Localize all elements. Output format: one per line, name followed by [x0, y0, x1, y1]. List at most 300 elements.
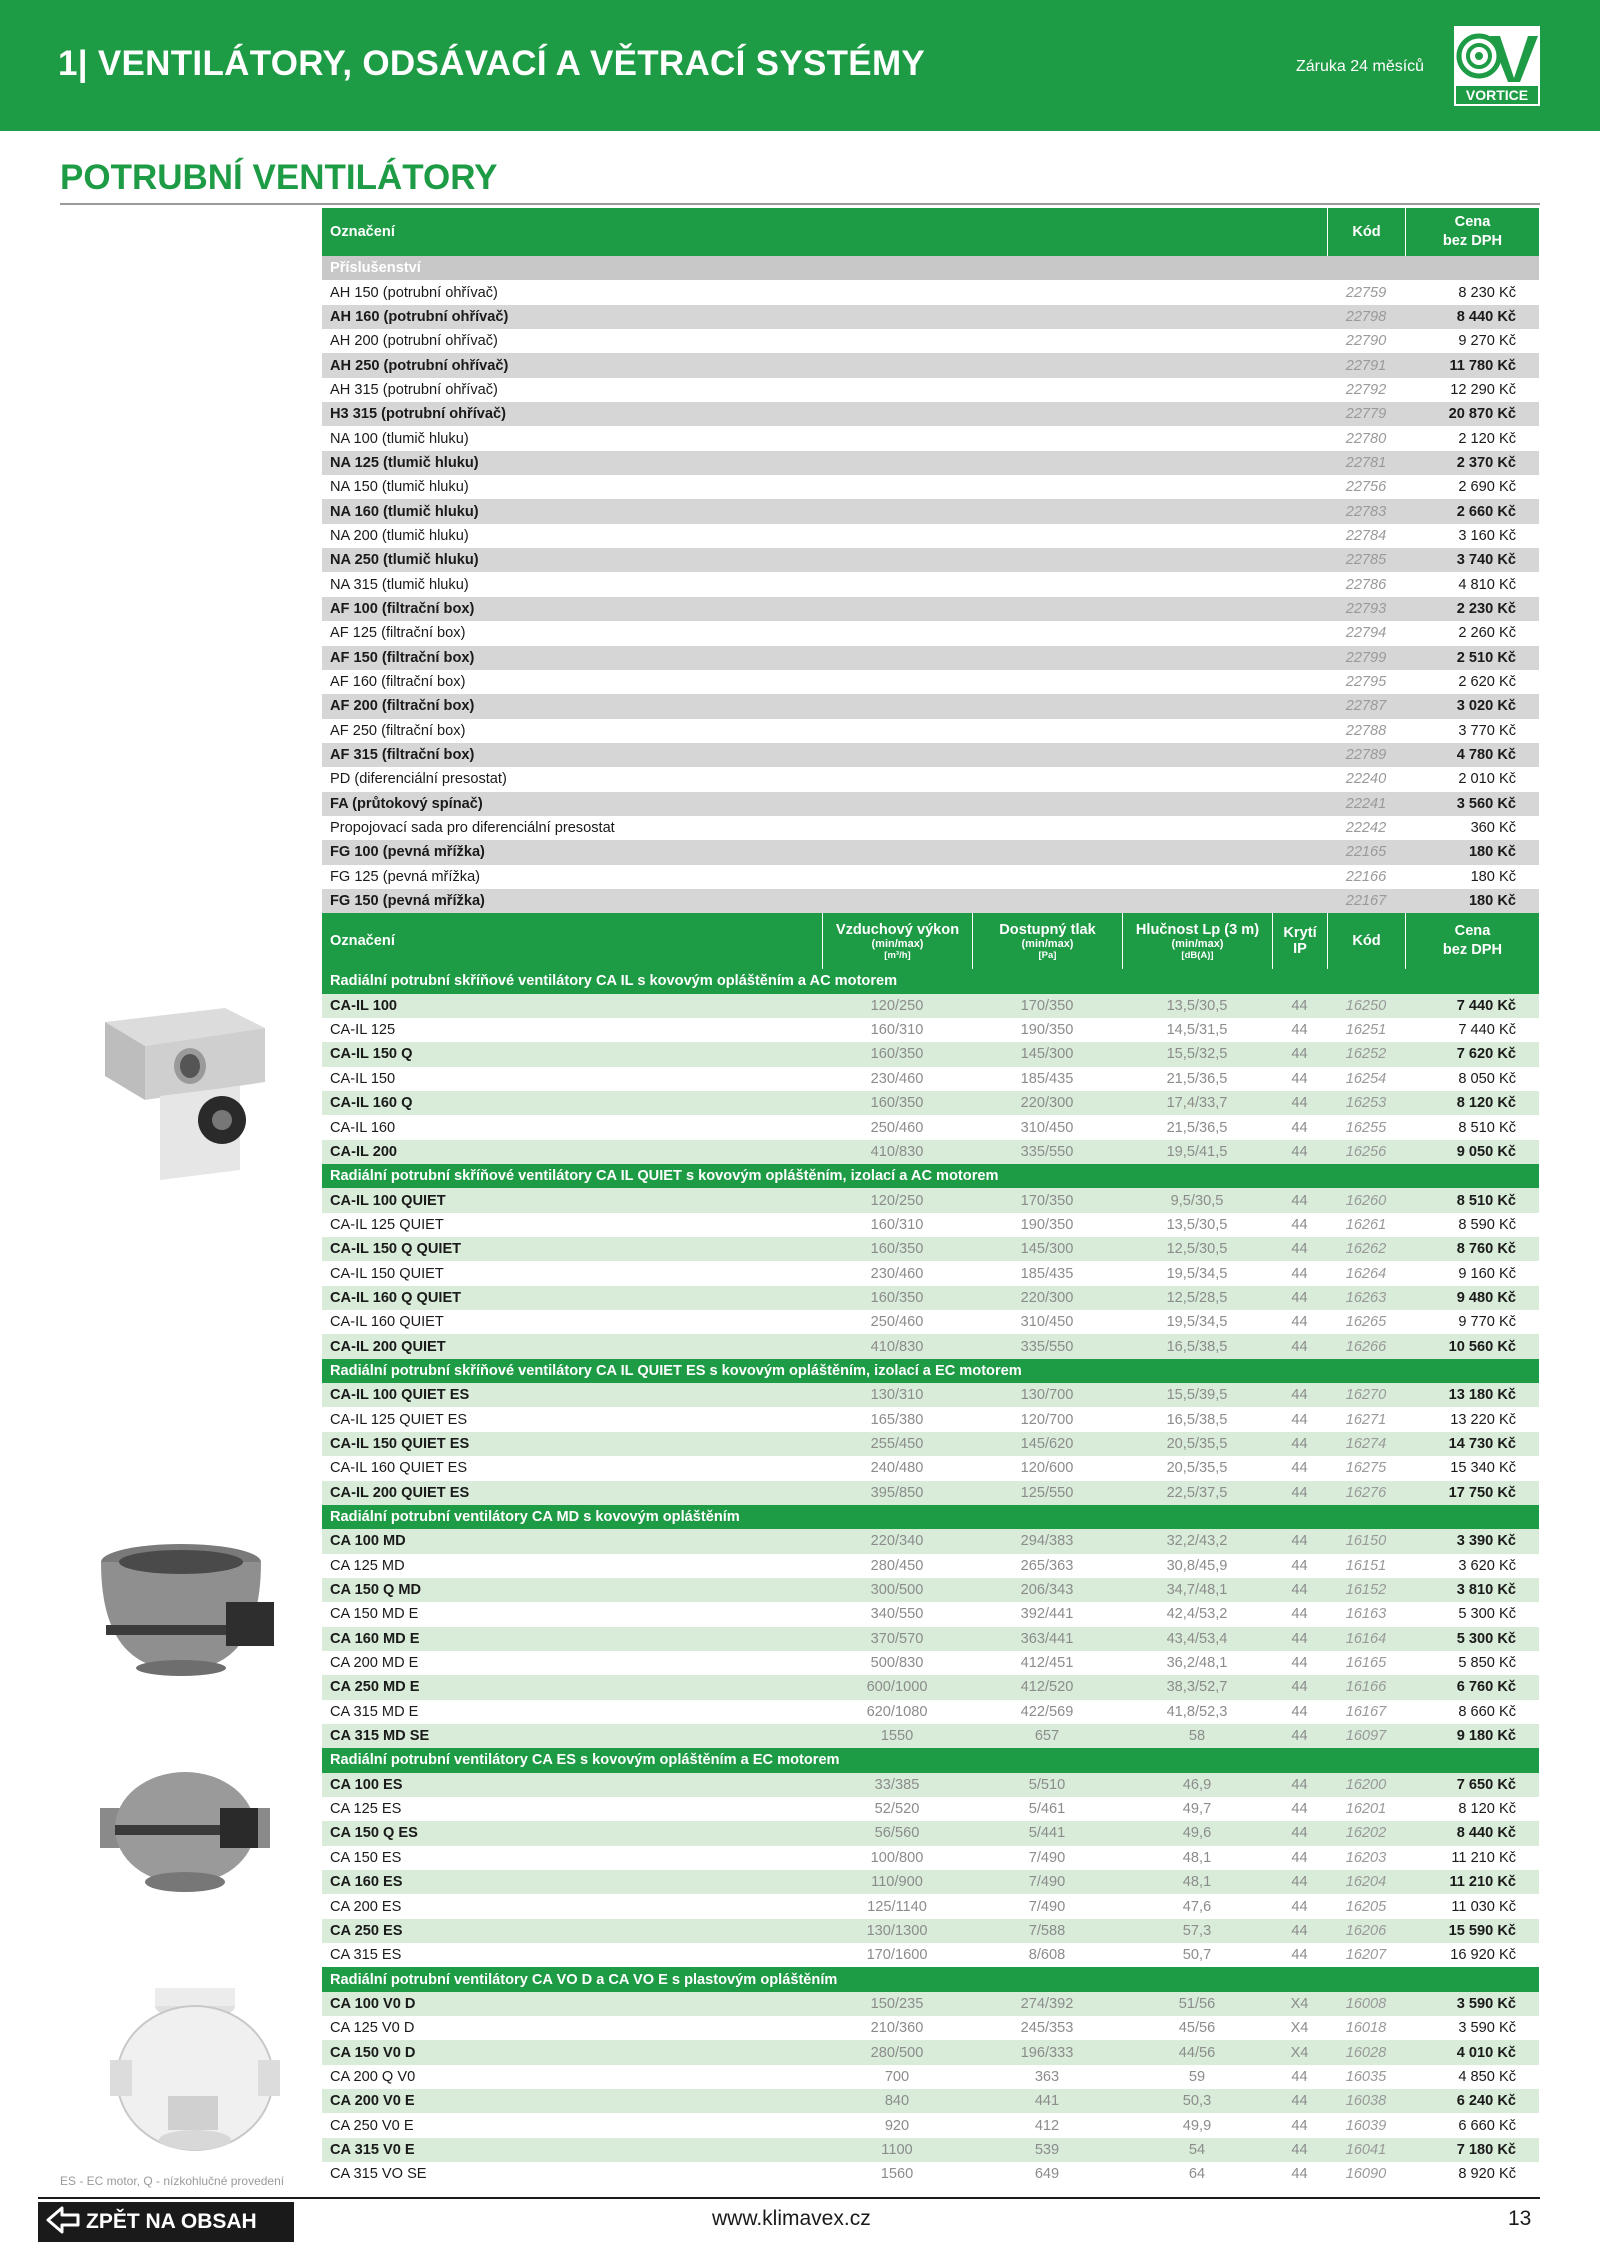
ca-md-fan-image: [96, 1540, 286, 1695]
row-price: 8 590 Kč: [1458, 1216, 1516, 1233]
row-ip: 44: [1291, 1801, 1308, 1818]
row-pressure: 412/520: [1020, 1679, 1074, 1696]
row-name: CA-IL 160 QUIET: [330, 1314, 444, 1331]
row-price: 8 660 Kč: [1458, 1703, 1516, 1720]
row-airflow: 130/310: [870, 1387, 924, 1404]
table-row: [322, 2016, 1539, 2040]
row-price: 2 660 Kč: [1456, 503, 1516, 520]
row-kod: 16260: [1345, 1192, 1387, 1209]
row-name: CA 315 VO SE: [330, 2166, 427, 2183]
table-row: [322, 865, 1539, 889]
row-noise: 12,5/28,5: [1166, 1289, 1228, 1306]
row-name: Propojovací sada pro diferenciální presostat: [330, 820, 615, 837]
row-noise: 14,5/31,5: [1166, 1022, 1228, 1039]
row-noise: 22,5/37,5: [1166, 1484, 1228, 1501]
row-kod: 22785: [1345, 552, 1387, 569]
row-price: 9 180 Kč: [1456, 1728, 1516, 1745]
row-kod: 16251: [1345, 1022, 1387, 1039]
row-ip: X4: [1290, 1995, 1309, 2012]
row-name: AF 315 (filtrační box): [330, 747, 475, 764]
row-price: 4 850 Kč: [1458, 2068, 1516, 2085]
row-price: 8 230 Kč: [1458, 284, 1516, 301]
table-row: [322, 353, 1539, 377]
row-pressure: 335/550: [1020, 1338, 1074, 1355]
row-kod: 22786: [1345, 576, 1387, 593]
row-name: CA-IL 150: [330, 1070, 396, 1087]
table-row: [322, 840, 1539, 864]
table-row: [322, 1237, 1539, 1261]
row-pressure: 145/620: [1020, 1435, 1074, 1452]
table-row: [322, 1213, 1539, 1237]
table-row: [322, 1456, 1539, 1480]
row-ip: 44: [1291, 1630, 1308, 1647]
row-airflow: 160/350: [870, 1046, 924, 1063]
row-name: CA 150 MD E: [330, 1606, 419, 1623]
row-ip: 44: [1291, 1460, 1308, 1477]
row-price: 3 620 Kč: [1458, 1557, 1516, 1574]
row-airflow: 56/560: [874, 1825, 920, 1842]
row-name: AF 150 (filtrační box): [330, 649, 475, 666]
row-name: CA-IL 150 QUIET: [330, 1265, 444, 1282]
table-row: [322, 1943, 1539, 1967]
table-row: [322, 646, 1539, 670]
row-noise: 49,9: [1182, 2117, 1212, 2134]
row-kod: 16163: [1345, 1606, 1387, 1623]
table-row: [322, 1286, 1539, 1310]
table1-header: [322, 208, 1539, 256]
row-ip: 44: [1291, 1070, 1308, 1087]
row-name: CA 315 V0 E: [330, 2141, 415, 2158]
row-kod: 16152: [1345, 1582, 1387, 1599]
row-price: 3 160 Kč: [1458, 527, 1516, 544]
row-pressure: 412: [1034, 2117, 1060, 2134]
row-name: NA 315 (tlumič hluku): [330, 576, 469, 593]
row-pressure: 130/700: [1020, 1387, 1074, 1404]
table-row: [322, 524, 1539, 548]
row-kod: 16039: [1345, 2117, 1387, 2134]
page-number: 13: [1508, 2207, 1532, 2230]
row-price: 3 390 Kč: [1456, 1533, 1516, 1550]
row-price: 15 590 Kč: [1448, 1922, 1516, 1939]
row-price: 4 810 Kč: [1458, 576, 1516, 593]
row-kod: 16203: [1345, 1849, 1387, 1866]
row-airflow: 160/350: [870, 1241, 924, 1258]
table-row: [322, 1042, 1539, 1066]
row-noise: 57,3: [1182, 1922, 1212, 1939]
table-row: [322, 1894, 1539, 1918]
row-noise: 12,5/30,5: [1166, 1241, 1228, 1258]
row-airflow: 1560: [880, 2166, 914, 2183]
table-row: [322, 1091, 1539, 1115]
row-noise: 19,5/34,5: [1166, 1314, 1228, 1331]
table-row: [322, 2138, 1539, 2162]
row-kod: 16204: [1345, 1874, 1387, 1891]
row-price: 2 510 Kč: [1456, 649, 1516, 666]
row-pressure: 170/350: [1020, 1192, 1074, 1209]
row-pressure: 8/608: [1028, 1947, 1066, 1964]
back-label: ZPĚT NA OBSAH: [86, 2210, 257, 2233]
row-kod: 16250: [1345, 997, 1387, 1014]
table-row: [322, 767, 1539, 791]
row-price: 3 810 Kč: [1456, 1582, 1516, 1599]
row-pressure: 392/441: [1020, 1606, 1074, 1623]
row-pressure: 657: [1034, 1728, 1060, 1745]
row-noise: 9,5/30,5: [1170, 1192, 1224, 1209]
row-price: 7 440 Kč: [1458, 1022, 1516, 1039]
row-kod: 22167: [1345, 893, 1387, 910]
row-pressure: 120/600: [1020, 1460, 1074, 1477]
row-pressure: 5/461: [1028, 1801, 1066, 1818]
arrow-left-icon: [46, 2206, 80, 2239]
row-airflow: 33/385: [874, 1776, 920, 1793]
row-name: CA-IL 125 QUIET ES: [330, 1411, 468, 1428]
row-pressure: 7/490: [1028, 1849, 1066, 1866]
row-price: 11 210 Kč: [1451, 1849, 1516, 1866]
table-row: [322, 1919, 1539, 1943]
row-pressure: 245/353: [1020, 2020, 1074, 2037]
row-name: AH 200 (potrubní ohřívač): [330, 333, 498, 350]
row-airflow: 120/250: [870, 1192, 924, 1209]
section-divider: [60, 203, 1540, 205]
row-noise: 16,5/38,5: [1166, 1338, 1228, 1355]
row-kod: 16151: [1345, 1557, 1387, 1574]
row-pressure: 220/300: [1020, 1095, 1074, 1112]
row-price: 2 120 Kč: [1458, 430, 1516, 447]
header-pressure: Dostupný tlak (min/max) [Pa]: [972, 913, 1122, 969]
row-kod: 22787: [1345, 698, 1387, 715]
row-price: 16 920 Kč: [1450, 1947, 1516, 1964]
row-airflow: 250/460: [870, 1314, 924, 1331]
table2-header: [322, 913, 1539, 969]
table-row: [322, 1675, 1539, 1699]
row-price: 9 480 Kč: [1456, 1289, 1516, 1306]
row-airflow: 410/830: [870, 1338, 924, 1355]
row-ip: 44: [1291, 1922, 1308, 1939]
row-noise: 58: [1188, 1728, 1206, 1745]
row-kod: 22799: [1345, 649, 1387, 666]
row-airflow: 150/235: [870, 1995, 924, 2012]
table-row: [322, 792, 1539, 816]
row-pressure: 196/333: [1020, 2044, 1074, 2061]
row-ip: 44: [1291, 1874, 1308, 1891]
row-name: CA 100 V0 D: [330, 1995, 416, 2012]
row-name: CA 150 V0 D: [330, 2044, 416, 2061]
row-ip: 44: [1291, 1533, 1308, 1550]
row-kod: 16008: [1345, 1995, 1387, 2012]
row-price: 8 440 Kč: [1456, 1825, 1516, 1842]
row-price: 2 690 Kč: [1458, 479, 1516, 496]
row-name: CA-IL 200 QUIET ES: [330, 1484, 470, 1501]
row-name: FG 150 (pevná mřížka): [330, 893, 485, 910]
row-name: AF 250 (filtrační box): [330, 722, 466, 739]
row-ip: X4: [1290, 2044, 1309, 2061]
table-row: [322, 1724, 1539, 1748]
row-noise: 36,2/48,1: [1166, 1655, 1228, 1672]
row-pressure: 185/435: [1020, 1070, 1074, 1087]
row-kod: 22793: [1345, 600, 1387, 617]
row-name: CA 315 MD E: [330, 1703, 419, 1720]
table-row: [322, 1773, 1539, 1797]
row-price: 5 300 Kč: [1456, 1630, 1516, 1647]
row-airflow: 230/460: [870, 1265, 924, 1282]
row-name: CA-IL 200: [330, 1143, 398, 1160]
row-kod: 16271: [1345, 1411, 1387, 1428]
row-name: NA 160 (tlumič hluku): [330, 503, 479, 520]
row-airflow: 340/550: [870, 1606, 924, 1623]
row-price: 11 780 Kč: [1449, 357, 1516, 374]
row-name: CA 200 ES: [330, 1898, 402, 1915]
row-pressure: 220/300: [1020, 1289, 1074, 1306]
row-price: 3 560 Kč: [1456, 795, 1516, 812]
row-kod: 22798: [1345, 308, 1387, 325]
row-ip: 44: [1291, 1484, 1308, 1501]
table-row: [322, 2065, 1539, 2089]
row-ip: 44: [1291, 1119, 1308, 1136]
row-price: 9 050 Kč: [1456, 1143, 1516, 1160]
row-name: CA 200 V0 E: [330, 2093, 415, 2110]
row-ip: 44: [1291, 1387, 1308, 1404]
row-pressure: 265/363: [1020, 1557, 1074, 1574]
table-row: [322, 329, 1539, 353]
row-kod: 16205: [1345, 1898, 1387, 1915]
category-row: Radiální potrubní skříňové ventilátory CA IL QUIET ES s kovovým opláštěním, izolací a EC motorem: [322, 1359, 1539, 1383]
row-airflow: 620/1080: [866, 1703, 928, 1720]
category-accessories: Příslušenství: [322, 256, 1539, 280]
row-noise: 21,5/36,5: [1166, 1070, 1228, 1087]
row-ip: 44: [1291, 1411, 1308, 1428]
table-row: [322, 1261, 1539, 1285]
row-kod: 16262: [1345, 1241, 1387, 1258]
row-ip: 44: [1291, 1776, 1308, 1793]
row-noise: 51/56: [1178, 1995, 1216, 2012]
row-noise: 13,5/30,5: [1166, 1216, 1228, 1233]
chapter-title: 1| VENTILÁTORY, ODSÁVACÍ A VĚTRACÍ SYSTÉMY: [58, 44, 926, 83]
row-airflow: 220/340: [870, 1533, 924, 1550]
row-pressure: 539: [1034, 2141, 1060, 2158]
row-airflow: 600/1000: [866, 1679, 928, 1696]
table-row: [322, 305, 1539, 329]
row-noise: 46,9: [1182, 1776, 1212, 1793]
row-ip: 44: [1291, 2141, 1308, 2158]
row-name: CA-IL 160 Q: [330, 1095, 413, 1112]
row-name: CA-IL 100: [330, 997, 398, 1014]
table-row: [322, 1627, 1539, 1651]
row-pressure: 441: [1034, 2093, 1060, 2110]
table-row: [322, 1578, 1539, 1602]
row-price: 180 Kč: [1468, 844, 1516, 861]
row-noise: 47,6: [1182, 1898, 1212, 1915]
row-noise: 16,5/38,5: [1166, 1411, 1228, 1428]
row-airflow: 250/460: [870, 1119, 924, 1136]
row-name: CA-IL 125 QUIET: [330, 1216, 444, 1233]
row-noise: 44/56: [1178, 2044, 1216, 2061]
footer-divider: [38, 2197, 1540, 2199]
header-oznaceni: Označení: [330, 224, 395, 240]
row-pressure: 120/700: [1020, 1411, 1074, 1428]
row-name: CA 100 ES: [330, 1776, 403, 1793]
row-name: CA 160 ES: [330, 1874, 403, 1891]
ca-es-fan-image: [100, 1770, 280, 1915]
row-price: 3 590 Kč: [1458, 2020, 1516, 2037]
row-pressure: 310/450: [1020, 1314, 1074, 1331]
row-pressure: 7/588: [1028, 1922, 1066, 1939]
row-name: AF 100 (filtrační box): [330, 600, 475, 617]
header-airflow: Vzduchový výkon (min/max) [m³/h]: [822, 913, 972, 969]
header-kod: Kód: [1327, 208, 1405, 256]
row-price: 9 770 Kč: [1458, 1314, 1516, 1331]
row-ip: 44: [1291, 1679, 1308, 1696]
row-pressure: 5/510: [1028, 1776, 1066, 1793]
row-kod: 16206: [1345, 1922, 1387, 1939]
row-noise: 48,1: [1182, 1849, 1212, 1866]
row-airflow: 170/1600: [866, 1947, 928, 1964]
row-name: CA-IL 100 QUIET ES: [330, 1387, 470, 1404]
row-noise: 45/56: [1178, 2020, 1216, 2037]
row-name: CA-IL 160 Q QUIET: [330, 1289, 462, 1306]
table-row: [322, 889, 1539, 913]
table-row: [322, 1018, 1539, 1042]
row-pressure: 190/350: [1020, 1216, 1074, 1233]
table-row: [322, 1310, 1539, 1334]
row-name: AH 250 (potrubní ohřívač): [330, 357, 509, 374]
row-kod: 22780: [1345, 430, 1387, 447]
row-ip: 44: [1291, 1947, 1308, 1964]
table-row: [322, 670, 1539, 694]
row-name: PD (diferenciální presostat): [330, 771, 507, 788]
row-kod: 16165: [1345, 1655, 1387, 1672]
row-price: 3 020 Kč: [1456, 698, 1516, 715]
row-kod: 22759: [1345, 284, 1387, 301]
row-ip: 44: [1291, 1435, 1308, 1452]
row-price: 7 180 Kč: [1456, 2141, 1516, 2158]
row-kod: 16261: [1345, 1216, 1387, 1233]
table-row: [322, 743, 1539, 767]
back-to-contents-button[interactable]: [38, 2202, 294, 2242]
row-price: 2 260 Kč: [1458, 625, 1516, 642]
row-kod: 16270: [1345, 1387, 1387, 1404]
row-ip: 44: [1291, 1216, 1308, 1233]
table-row: [322, 2089, 1539, 2113]
row-noise: 50,3: [1182, 2093, 1212, 2110]
row-ip: 44: [1291, 1898, 1308, 1915]
table-row: [322, 2162, 1539, 2186]
row-pressure: 294/383: [1020, 1533, 1074, 1550]
row-kod: 16090: [1345, 2166, 1387, 2183]
table-row: [322, 1383, 1539, 1407]
row-name: NA 150 (tlumič hluku): [330, 479, 469, 496]
row-airflow: 100/800: [870, 1849, 924, 1866]
row-kod: 16202: [1345, 1825, 1387, 1842]
website-link[interactable]: www.klimavex.cz: [712, 2207, 871, 2230]
row-ip: 44: [1291, 1557, 1308, 1574]
row-name: CA 150 Q ES: [330, 1825, 418, 1842]
row-ip: 44: [1291, 1728, 1308, 1745]
row-name: AF 125 (filtrační box): [330, 625, 466, 642]
row-pressure: 170/350: [1020, 997, 1074, 1014]
row-name: CA 250 V0 E: [330, 2117, 414, 2134]
warranty-text: Záruka 24 měsíců: [1296, 58, 1425, 75]
row-pressure: 363/441: [1020, 1630, 1074, 1647]
row-kod: 16256: [1345, 1143, 1387, 1160]
row-price: 11 210 Kč: [1449, 1874, 1516, 1891]
row-kod: 22792: [1345, 381, 1387, 398]
row-name: CA 125 ES: [330, 1801, 402, 1818]
logo-text: VORTICE: [1465, 87, 1529, 103]
row-noise: 42,4/53,2: [1166, 1606, 1228, 1623]
row-airflow: 280/450: [870, 1557, 924, 1574]
row-pressure: 125/550: [1020, 1484, 1074, 1501]
row-name: CA-IL 200 QUIET: [330, 1338, 446, 1355]
row-airflow: 130/1300: [866, 1922, 928, 1939]
row-noise: 59: [1188, 2068, 1206, 2085]
table-row: [322, 1481, 1539, 1505]
row-airflow: 395/850: [870, 1484, 924, 1501]
ca-il-box-fan-image: [100, 1000, 270, 1195]
row-price: 180 Kč: [1470, 868, 1516, 885]
row-kod: 22166: [1345, 868, 1387, 885]
row-price: 12 290 Kč: [1450, 381, 1516, 398]
ca-vo-plastic-fan-image: [110, 1978, 280, 2163]
row-airflow: 920: [884, 2117, 910, 2134]
row-airflow: 255/450: [870, 1435, 924, 1452]
row-kod: 22779: [1345, 406, 1387, 423]
row-name: NA 100 (tlumič hluku): [330, 430, 469, 447]
row-ip: 44: [1291, 1143, 1308, 1160]
row-pressure: 185/435: [1020, 1265, 1074, 1282]
row-price: 2 230 Kč: [1456, 600, 1516, 617]
row-noise: 49,7: [1182, 1801, 1212, 1818]
table-row: [322, 994, 1539, 1018]
row-noise: 50,7: [1182, 1947, 1212, 1964]
row-pressure: 363: [1034, 2068, 1060, 2085]
row-ip: 44: [1291, 2166, 1308, 2183]
row-name: CA 250 MD E: [330, 1679, 420, 1696]
table-row: [322, 426, 1539, 450]
row-kod: 16263: [1345, 1289, 1387, 1306]
row-price: 10 560 Kč: [1448, 1338, 1516, 1355]
row-price: 8 510 Kč: [1456, 1192, 1516, 1209]
row-name: AF 200 (filtrační box): [330, 698, 475, 715]
table-row: [322, 597, 1539, 621]
row-name: CA-IL 150 QUIET ES: [330, 1435, 470, 1452]
row-noise: 49,6: [1182, 1825, 1212, 1842]
row-kod: 16207: [1345, 1947, 1387, 1964]
row-noise: 38,3/52,7: [1166, 1679, 1228, 1696]
row-price: 17 750 Kč: [1448, 1484, 1516, 1501]
header-ip: Krytí IP: [1272, 913, 1327, 969]
row-price: 6 240 Kč: [1456, 2093, 1516, 2110]
row-ip: 44: [1291, 2117, 1308, 2134]
row-kod: 22794: [1345, 625, 1387, 642]
row-airflow: 160/310: [870, 1022, 924, 1039]
row-noise: 17,4/33,7: [1166, 1095, 1228, 1112]
row-pressure: 7/490: [1028, 1874, 1066, 1891]
row-ip: 44: [1291, 2093, 1308, 2110]
row-price: 15 340 Kč: [1450, 1460, 1516, 1477]
row-kod: 16200: [1345, 1776, 1387, 1793]
row-airflow: 840: [884, 2093, 910, 2110]
row-noise: 48,1: [1182, 1874, 1212, 1891]
row-airflow: 230/460: [870, 1070, 924, 1087]
row-kod: 16035: [1345, 2068, 1387, 2085]
row-name: CA-IL 160 QUIET ES: [330, 1460, 468, 1477]
abbreviation-note: ES - EC motor, Q - nízkohlučné provedení: [60, 2174, 285, 2188]
row-price: 4 010 Kč: [1456, 2044, 1516, 2061]
row-airflow: 280/500: [870, 2044, 924, 2061]
accessories-rows: [322, 280, 1539, 913]
row-ip: 44: [1291, 1849, 1308, 1866]
row-ip: 44: [1291, 1241, 1308, 1258]
